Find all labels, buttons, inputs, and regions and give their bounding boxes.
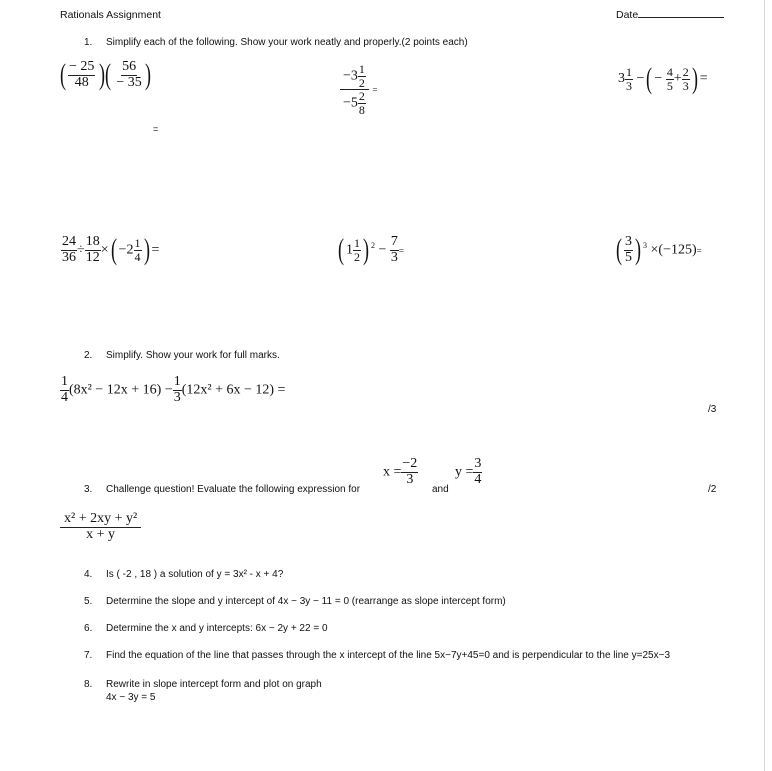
- q1c-equals: =: [699, 71, 708, 87]
- q1c-num1: 1: [626, 64, 632, 79]
- q1d-whole: −2: [118, 242, 134, 258]
- q2-frac2-num: 1: [173, 374, 181, 389]
- q2-frac1-num: 1: [61, 374, 68, 389]
- q1b-equals: =: [372, 84, 378, 95]
- assignment-title: Rationals Assignment: [60, 9, 161, 21]
- q1a-den1: 48: [74, 74, 89, 90]
- q1c-den2: 5: [666, 78, 673, 93]
- q3-y-label: y =: [455, 464, 474, 480]
- q1e-whole: 1: [346, 242, 353, 258]
- q1c-num3: 2: [682, 64, 689, 79]
- q3-expr-numerator: x² + 2xy + y²: [60, 512, 141, 528]
- q1a-num1: − 25: [69, 59, 95, 74]
- q1d-expression: $\frac{24}{36}$ ÷ $\frac{18}{12}$ ×( −2 $\frac{1}{4}$ ) =: [62, 233, 160, 267]
- q1d-num3: 1: [134, 236, 141, 251]
- q2-instruction-line: [84, 350, 280, 361]
- q3-and: and: [432, 484, 449, 495]
- q2-marks: /3: [708, 404, 717, 415]
- q1f-exponent: 3: [643, 240, 647, 250]
- q1c-den3: 3: [682, 78, 689, 93]
- q1d-den1: 36: [62, 249, 76, 265]
- q1d-den3: 4: [134, 249, 141, 264]
- q1e-num2: 7: [390, 234, 398, 249]
- q1d-div: ÷: [77, 242, 85, 258]
- q2-number: 2.: [84, 350, 93, 361]
- q1a-den2: − 35: [116, 74, 142, 90]
- question-7: [84, 650, 670, 661]
- q1f-equals: =: [696, 245, 702, 256]
- q2-instruction: Simplify. Show your work for full marks.: [106, 350, 280, 361]
- q3-y-num: 3: [474, 456, 482, 471]
- question-6: [84, 623, 328, 634]
- q1a-expression: ( $\frac{- 25}{48}$ )( $\frac{56}{- 35}$ ): [60, 58, 151, 92]
- q6-number: 6.: [84, 623, 93, 634]
- q1e-den1: 2: [354, 249, 360, 264]
- q1d-den2: 12: [85, 249, 100, 265]
- q3-x-value: [383, 457, 418, 487]
- q5-text: Determine the slope and y intercept of 4x − 3y − 11 = 0 (rearrange as slope intercept form): [106, 596, 506, 607]
- q3-y-value: [455, 457, 482, 487]
- q2-expression: [60, 375, 285, 405]
- q3-x-den: 3: [406, 471, 414, 487]
- q1d-num2: 18: [85, 234, 100, 249]
- q1f-num1: 3: [625, 234, 632, 249]
- q1f-times: ×: [650, 242, 659, 258]
- q1-instruction: Simplify each of the following. Show your work neatly and properly.(2 points each): [106, 37, 468, 48]
- q1c-whole: 3: [618, 71, 625, 87]
- q1c-neg: −: [654, 71, 663, 87]
- q3-number: 3.: [84, 484, 93, 495]
- q1f-expression: ( $\frac{3}{5}$ ) $^3$ ×(−125)=: [616, 233, 702, 267]
- q4-text: Is ( -2 , 18 ) a solution of y = 3x² - x + 4?: [106, 569, 284, 580]
- q3-instruction-line: [84, 484, 360, 495]
- q2-part2: (12x² + 6x − 12) =: [181, 382, 286, 398]
- q1b-den2: 8: [358, 102, 365, 117]
- q4-number: 4.: [84, 569, 93, 580]
- date-label: Date: [616, 9, 639, 21]
- q1b-whole1: 3: [350, 68, 358, 84]
- q1c-minus: −: [636, 71, 645, 87]
- q1e-den2: 3: [390, 249, 398, 265]
- q3-instruction: Challenge question! Evaluate the following expression for: [106, 484, 361, 495]
- q1b-minus: −: [343, 68, 351, 84]
- q1c-expression: 3 $\frac{1}{3}$ −( − $\frac{4}{5}$ + $\frac{2}{3}$ ) =: [618, 62, 708, 95]
- q3-expression: [60, 512, 141, 542]
- q1f-paren: (−125): [658, 242, 697, 258]
- q1-instruction-line: [84, 37, 468, 48]
- q1e-expression: ( 1 $\frac{1}{2}$ ) $^2$ − $\frac{7}{3}$ =: [338, 233, 404, 267]
- page-edge: [764, 0, 765, 771]
- q1b-expression: [340, 63, 377, 116]
- question-4: [84, 569, 283, 580]
- q7-number: 7.: [84, 650, 93, 661]
- q1b-den1: 2: [358, 75, 365, 90]
- q6-text: Determine the x and y intercepts: 6x − 2y + 22 = 0: [106, 623, 328, 634]
- q1d-times: ×: [100, 242, 109, 258]
- q1e-exponent: 2: [371, 240, 375, 250]
- q3-marks: /2: [708, 484, 717, 495]
- q1-number: 1.: [84, 37, 93, 48]
- q3-x-num: −2: [402, 456, 418, 471]
- q1d-equals: =: [151, 242, 160, 258]
- q2-frac2-den: 3: [173, 389, 181, 405]
- q1e-minus: −: [378, 242, 387, 258]
- q5-number: 5.: [84, 596, 93, 607]
- date-field: [616, 9, 724, 21]
- q1e-equals: =: [398, 245, 404, 256]
- q1b-num1: 1: [358, 62, 365, 76]
- q2-frac1-den: 4: [61, 389, 68, 405]
- q1e-num1: 1: [354, 236, 360, 251]
- question-5: [84, 596, 506, 607]
- q3-y-den: 4: [474, 471, 482, 487]
- q8-text: Rewrite in slope intercept form and plot on graph: [106, 679, 322, 690]
- q1b-whole2: −5: [343, 95, 358, 111]
- q3-x-label: x =: [383, 464, 402, 480]
- q8-equation: 4x − 3y = 5: [106, 692, 156, 703]
- date-blank-line: [638, 9, 724, 18]
- q3-expr-denominator: x + y: [86, 526, 116, 542]
- q8-number: 8.: [84, 679, 93, 690]
- q1c-plus: +: [673, 71, 682, 87]
- q1c-den1: 3: [626, 78, 632, 93]
- q1d-num1: 24: [62, 234, 76, 249]
- q1a-num2: 56: [122, 59, 137, 74]
- q1c-num2: 4: [666, 64, 673, 79]
- q2-part1: (8x² − 12x + 16) −: [69, 382, 173, 398]
- q1b-num2: 2: [358, 89, 365, 104]
- q1a-equals: =: [153, 124, 159, 134]
- q7-text: Find the equation of the line that passes through the x intercept of the line 5x−7y+45=0 and is perpendicular to the line y=25x−3: [106, 650, 670, 661]
- q1f-den1: 5: [625, 249, 632, 265]
- question-8: [84, 679, 322, 690]
